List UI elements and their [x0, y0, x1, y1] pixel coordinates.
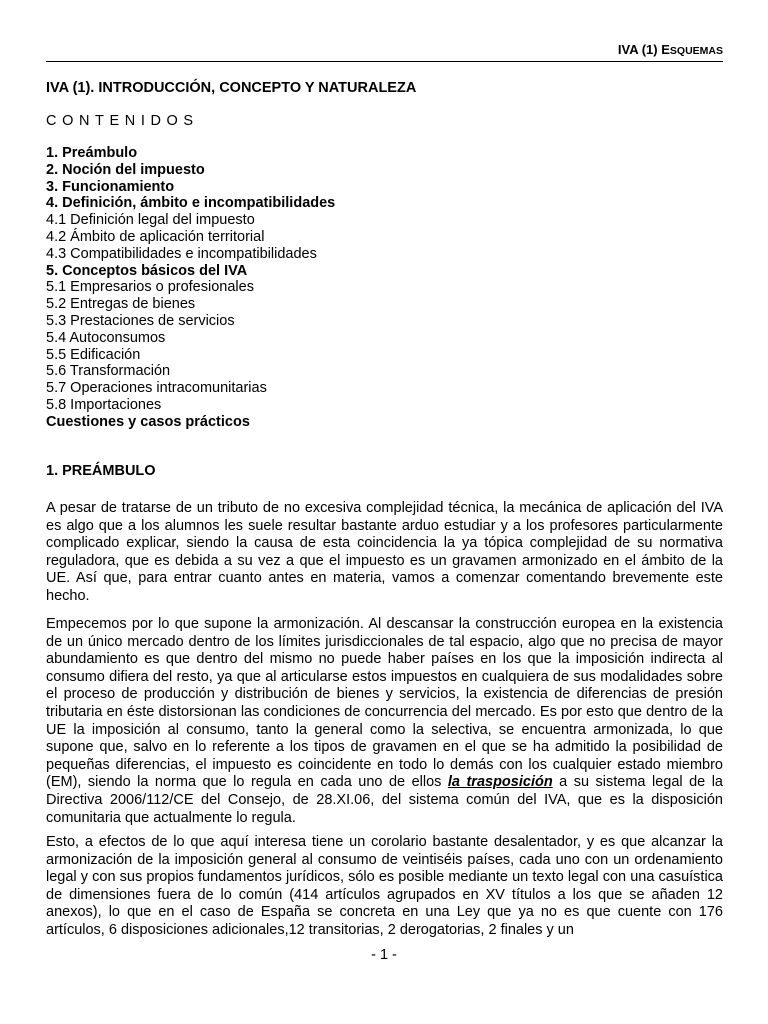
running-header-prefix: IVA (1)	[617, 42, 662, 57]
toc-item-5-8: 5.8 Importaciones	[46, 396, 162, 413]
toc-item-5-6: 5.6 Transformación	[46, 363, 171, 380]
paragraph-2-text-after: a su sistema legal de la Directiva 2006/112/CE del Consejo, de 28.XI.06, del sistema común del IVA, que es la disposición comunitaria que actualmente lo regula.	[46, 774, 723, 826]
toc-item-5-1: 5.1 Empresarios o profesionales	[46, 279, 254, 296]
toc-item-4-3: 4.3 Compatibilidades e incompatibilidades	[46, 245, 317, 262]
page-number: - 1 -	[371, 947, 397, 963]
section-heading: 1. PREÁMBULO	[46, 463, 156, 479]
toc-item-5-3: 5.3 Prestaciones de servicios	[46, 312, 235, 329]
paragraph-2-text-before: Empecemos por lo que supone la armonización. Al descansar la construcción europea en la existencia de un único mercado dentro de los límites jurisdiccionales de tal espacio, algo que no precisa de mayor abundamiento es que dentro del mismo no puede haber países en los que la imposición indirecta al consumo difiera del resto, ya que al articularse estos impuestos en cualquiera de sus modalidades sobre el proceso de producción y distribución de bienes y servicios, la existencia de diferencias de presión tributaria en éste distorsionan las condiciones de concurrencia del mercado. Es por esto que dentro de la UE la imposición al consumo, tanto la general como la selectiva, se encuentra armonizada, lo que supone que, salvo en lo referente a los tipos de gravamen en el que se ha admitido la posibilidad de pequeñas diferencias, el impuesto es coincidente en todo lo demás con los cualquier estado miembro (EM), siendo la norma que lo regula en cada uno de ellos	[46, 616, 723, 791]
toc-item-4: 4. Definición, ámbito e incompatibilidades	[46, 195, 336, 212]
running-header-initial: E	[661, 42, 670, 57]
paragraph-1: A pesar de tratarse de un tributo de no excesiva complejidad técnica, la mecánica de aplicación del IVA es algo que a los alumnos les suele resultar bastante arduo estudiar y a los profesores particularmente complicado explicar, siendo la causa de esta coincidencia la ya tópica complejidad de su normativa reguladora, que es debida a su vez a que el impuesto es un gravamen armonizado en el ámbito de la UE. Así que, para entrar cuanto antes en materia, vamos a comenzar comentando brevemente este hecho.	[46, 500, 723, 604]
toc-item-5-2: 5.2 Entregas de bienes	[46, 296, 196, 313]
toc-item-5-4: 5.4 Autoconsumos	[46, 329, 166, 346]
toc-item-4-2: 4.2 Ámbito de aplicación territorial	[46, 228, 265, 245]
toc-item-cuestiones: Cuestiones y casos prácticos	[46, 413, 250, 430]
document-title: IVA (1). INTRODUCCIÓN, CONCEPTO Y NATURALEZA	[46, 80, 417, 96]
running-header	[46, 41, 723, 60]
contents-label: CONTENIDOS	[46, 113, 199, 129]
paragraph-2	[46, 616, 723, 827]
toc-item-5: 5. Conceptos básicos del IVA	[46, 262, 248, 279]
toc-item-1: 1. Preámbulo	[46, 145, 138, 161]
toc-item-3: 3. Funcionamiento	[46, 178, 175, 195]
table-of-contents	[46, 145, 335, 431]
paragraph-2-emphasis: la trasposición	[447, 774, 553, 791]
running-header-rest: SQUEMAS	[669, 45, 723, 57]
toc-item-2: 2. Noción del impuesto	[46, 161, 205, 178]
toc-item-5-5: 5.5 Edificación	[46, 346, 141, 363]
paragraph-3: Esto, a efectos de lo que aquí interesa tiene un corolario bastante desalentador, y es que alcanzar la armonización de la imposición general al consumo de veintiséis países, cada uno con un ordenamiento legal y con sus propios fundamentos jurídicos, sólo es posible mediante un texto legal con una casuística de dimensiones fuera de lo común (414 artículos agrupados en XV títulos a los que se añaden 12 anexos), lo que en el caso de España se concreta en una Ley que ya no es que cuente con 176 artículos, 6 disposiciones adicionales,12 transitorias, 2 derogatorias, 2 finales y un	[46, 834, 723, 938]
header-rule	[46, 61, 723, 62]
toc-item-5-7: 5.7 Operaciones intracomunitarias	[46, 380, 267, 397]
toc-item-4-1: 4.1 Definición legal del impuesto	[46, 212, 255, 229]
